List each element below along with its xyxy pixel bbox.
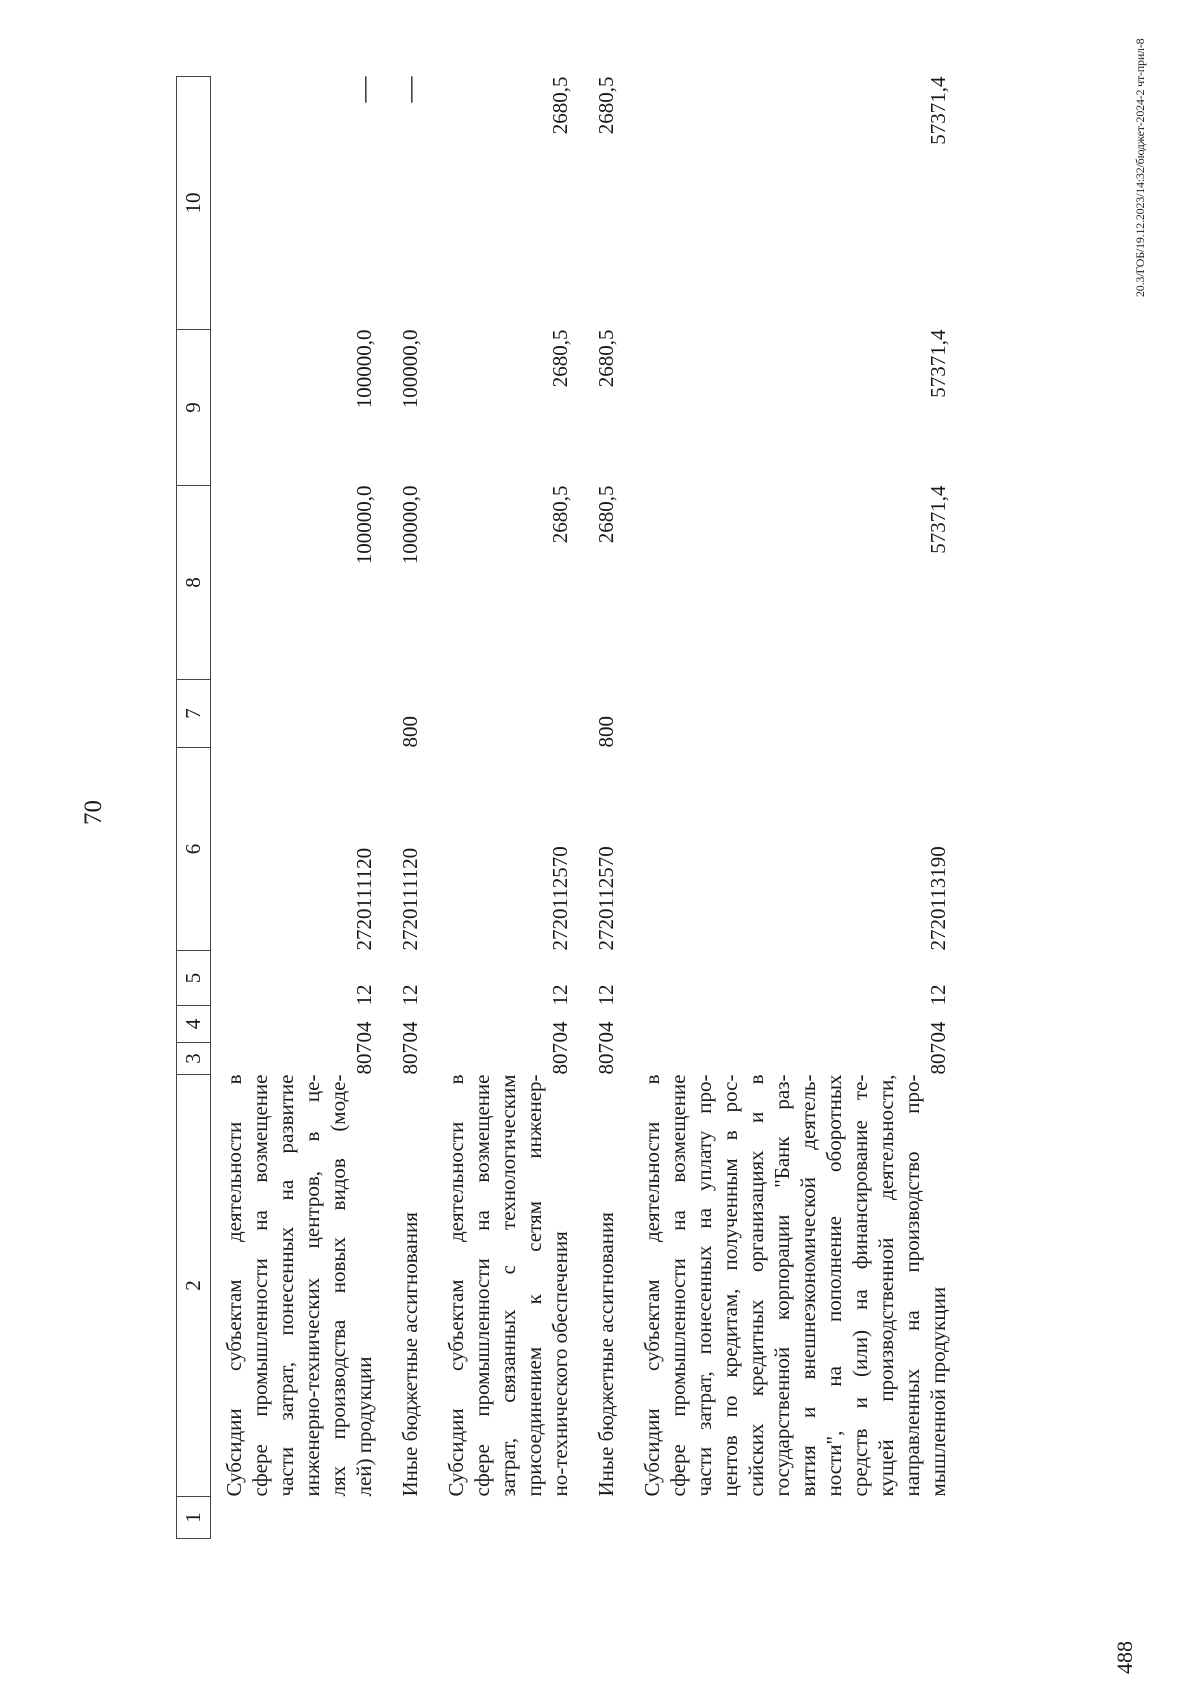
cell-section: 04 — [594, 1021, 618, 1043]
cell-expense-type: 800 — [398, 716, 422, 748]
cell-amount-3: 57371,4 — [926, 76, 950, 145]
header-cell: 8 — [177, 486, 211, 680]
cell-target: 2720113190 — [926, 846, 950, 951]
cell-amount-3: 2680,5 — [594, 76, 618, 135]
cell-expense-type: 800 — [594, 716, 618, 748]
row-description: Субсидии субъектам деятельности в сфере промышленности на возмещение затрат, связанных с технологическим присоединением к сетям инженер- но-технического обеспечения — [444, 1074, 572, 1497]
cell-amount-3: — — [395, 76, 424, 103]
cell-subsection: 12 — [398, 984, 422, 1006]
cell-target: 2720112570 — [594, 846, 618, 951]
cell-section: 04 — [548, 1021, 572, 1043]
row-description: Иные бюджетные ассигнования — [398, 1212, 422, 1497]
cell-section: 04 — [352, 1021, 376, 1043]
header-cell: 10 — [177, 77, 211, 330]
table-row — [221, 77, 377, 1539]
cell-ministry: 807 — [594, 1043, 618, 1075]
header-cell: 4 — [177, 1006, 211, 1043]
cell-amount-2: 100000,0 — [352, 329, 376, 409]
header-cell: 2 — [177, 1075, 211, 1497]
cell-amount-3: — — [349, 76, 378, 103]
header-cell: 3 — [177, 1043, 211, 1075]
row-description: Иные бюджетные ассигнования — [594, 1212, 618, 1497]
page-number: 70 — [80, 800, 107, 825]
cell-subsection: 12 — [548, 984, 572, 1006]
row-description: Субсидии субъектам деятельности в сфере промышленности на возмещение части затрат, понесенных на уплату про- центов по кредитам, полученным в рос- сийских кредитных организациях и в государственной корпорации "Банк раз- вития и внешнеэкономической деятель- ности", на пополнение оборотных средств и (или) на финансирование те- кущей производственной деятельности, направленных на производство про- мышленной продукции — [640, 1074, 950, 1497]
cell-amount-1: 100000,0 — [352, 485, 376, 565]
table-row — [443, 77, 573, 1539]
header-row — [177, 77, 211, 1539]
cell-expense-type — [221, 680, 377, 748]
cell-amount-3: 2680,5 — [548, 76, 572, 135]
cell-amount-2: 2680,5 — [594, 329, 618, 388]
table-row — [593, 77, 619, 1539]
cell-ministry: 807 — [926, 1043, 950, 1075]
cell-ministry: 807 — [398, 1043, 422, 1075]
cell-ministry: 807 — [352, 1043, 376, 1075]
cell-expense-type — [443, 680, 573, 748]
header-cell: 5 — [177, 951, 211, 1006]
budget-table — [176, 76, 951, 1539]
header-cell: 9 — [177, 330, 211, 486]
table-row — [397, 77, 423, 1539]
sheet-number: 488 — [1112, 1641, 1137, 1674]
cell-amount-1: 100000,0 — [398, 485, 422, 565]
cell-amount-1: 57371,4 — [926, 485, 950, 554]
row-description: Субсидии субъектам деятельности в сфере промышленности на возмещение части затрат, понесенных на развитие инженерно-технических центров, в це- лях производства новых видов (моде- лей) продукции — [222, 1074, 376, 1497]
header-cell: 6 — [177, 748, 211, 951]
header-cell: 7 — [177, 680, 211, 748]
cell-amount-2: 100000,0 — [398, 329, 422, 409]
cell-subsection: 12 — [352, 984, 376, 1006]
cell-target: 2720111120 — [352, 847, 376, 951]
table-row — [639, 77, 951, 1539]
footer-stamp: 20.3/ГОБ/19.12.2023/14:32/бюджет-2024-2 чт-прил-8 — [1133, 38, 1147, 297]
cell-subsection: 12 — [594, 984, 618, 1006]
cell-expense-type — [639, 680, 951, 748]
cell-target: 2720111120 — [398, 847, 422, 951]
cell-subsection: 12 — [926, 984, 950, 1006]
cell-target: 2720112570 — [548, 846, 572, 951]
cell-amount-2: 57371,4 — [926, 329, 950, 398]
cell-amount-2: 2680,5 — [548, 329, 572, 388]
cell-section: 04 — [926, 1021, 950, 1043]
cell-section: 04 — [398, 1021, 422, 1043]
cell-ministry: 807 — [548, 1043, 572, 1075]
cell-amount-1: 2680,5 — [594, 485, 618, 544]
header-cell: 1 — [177, 1497, 211, 1539]
cell-amount-1: 2680,5 — [548, 485, 572, 544]
